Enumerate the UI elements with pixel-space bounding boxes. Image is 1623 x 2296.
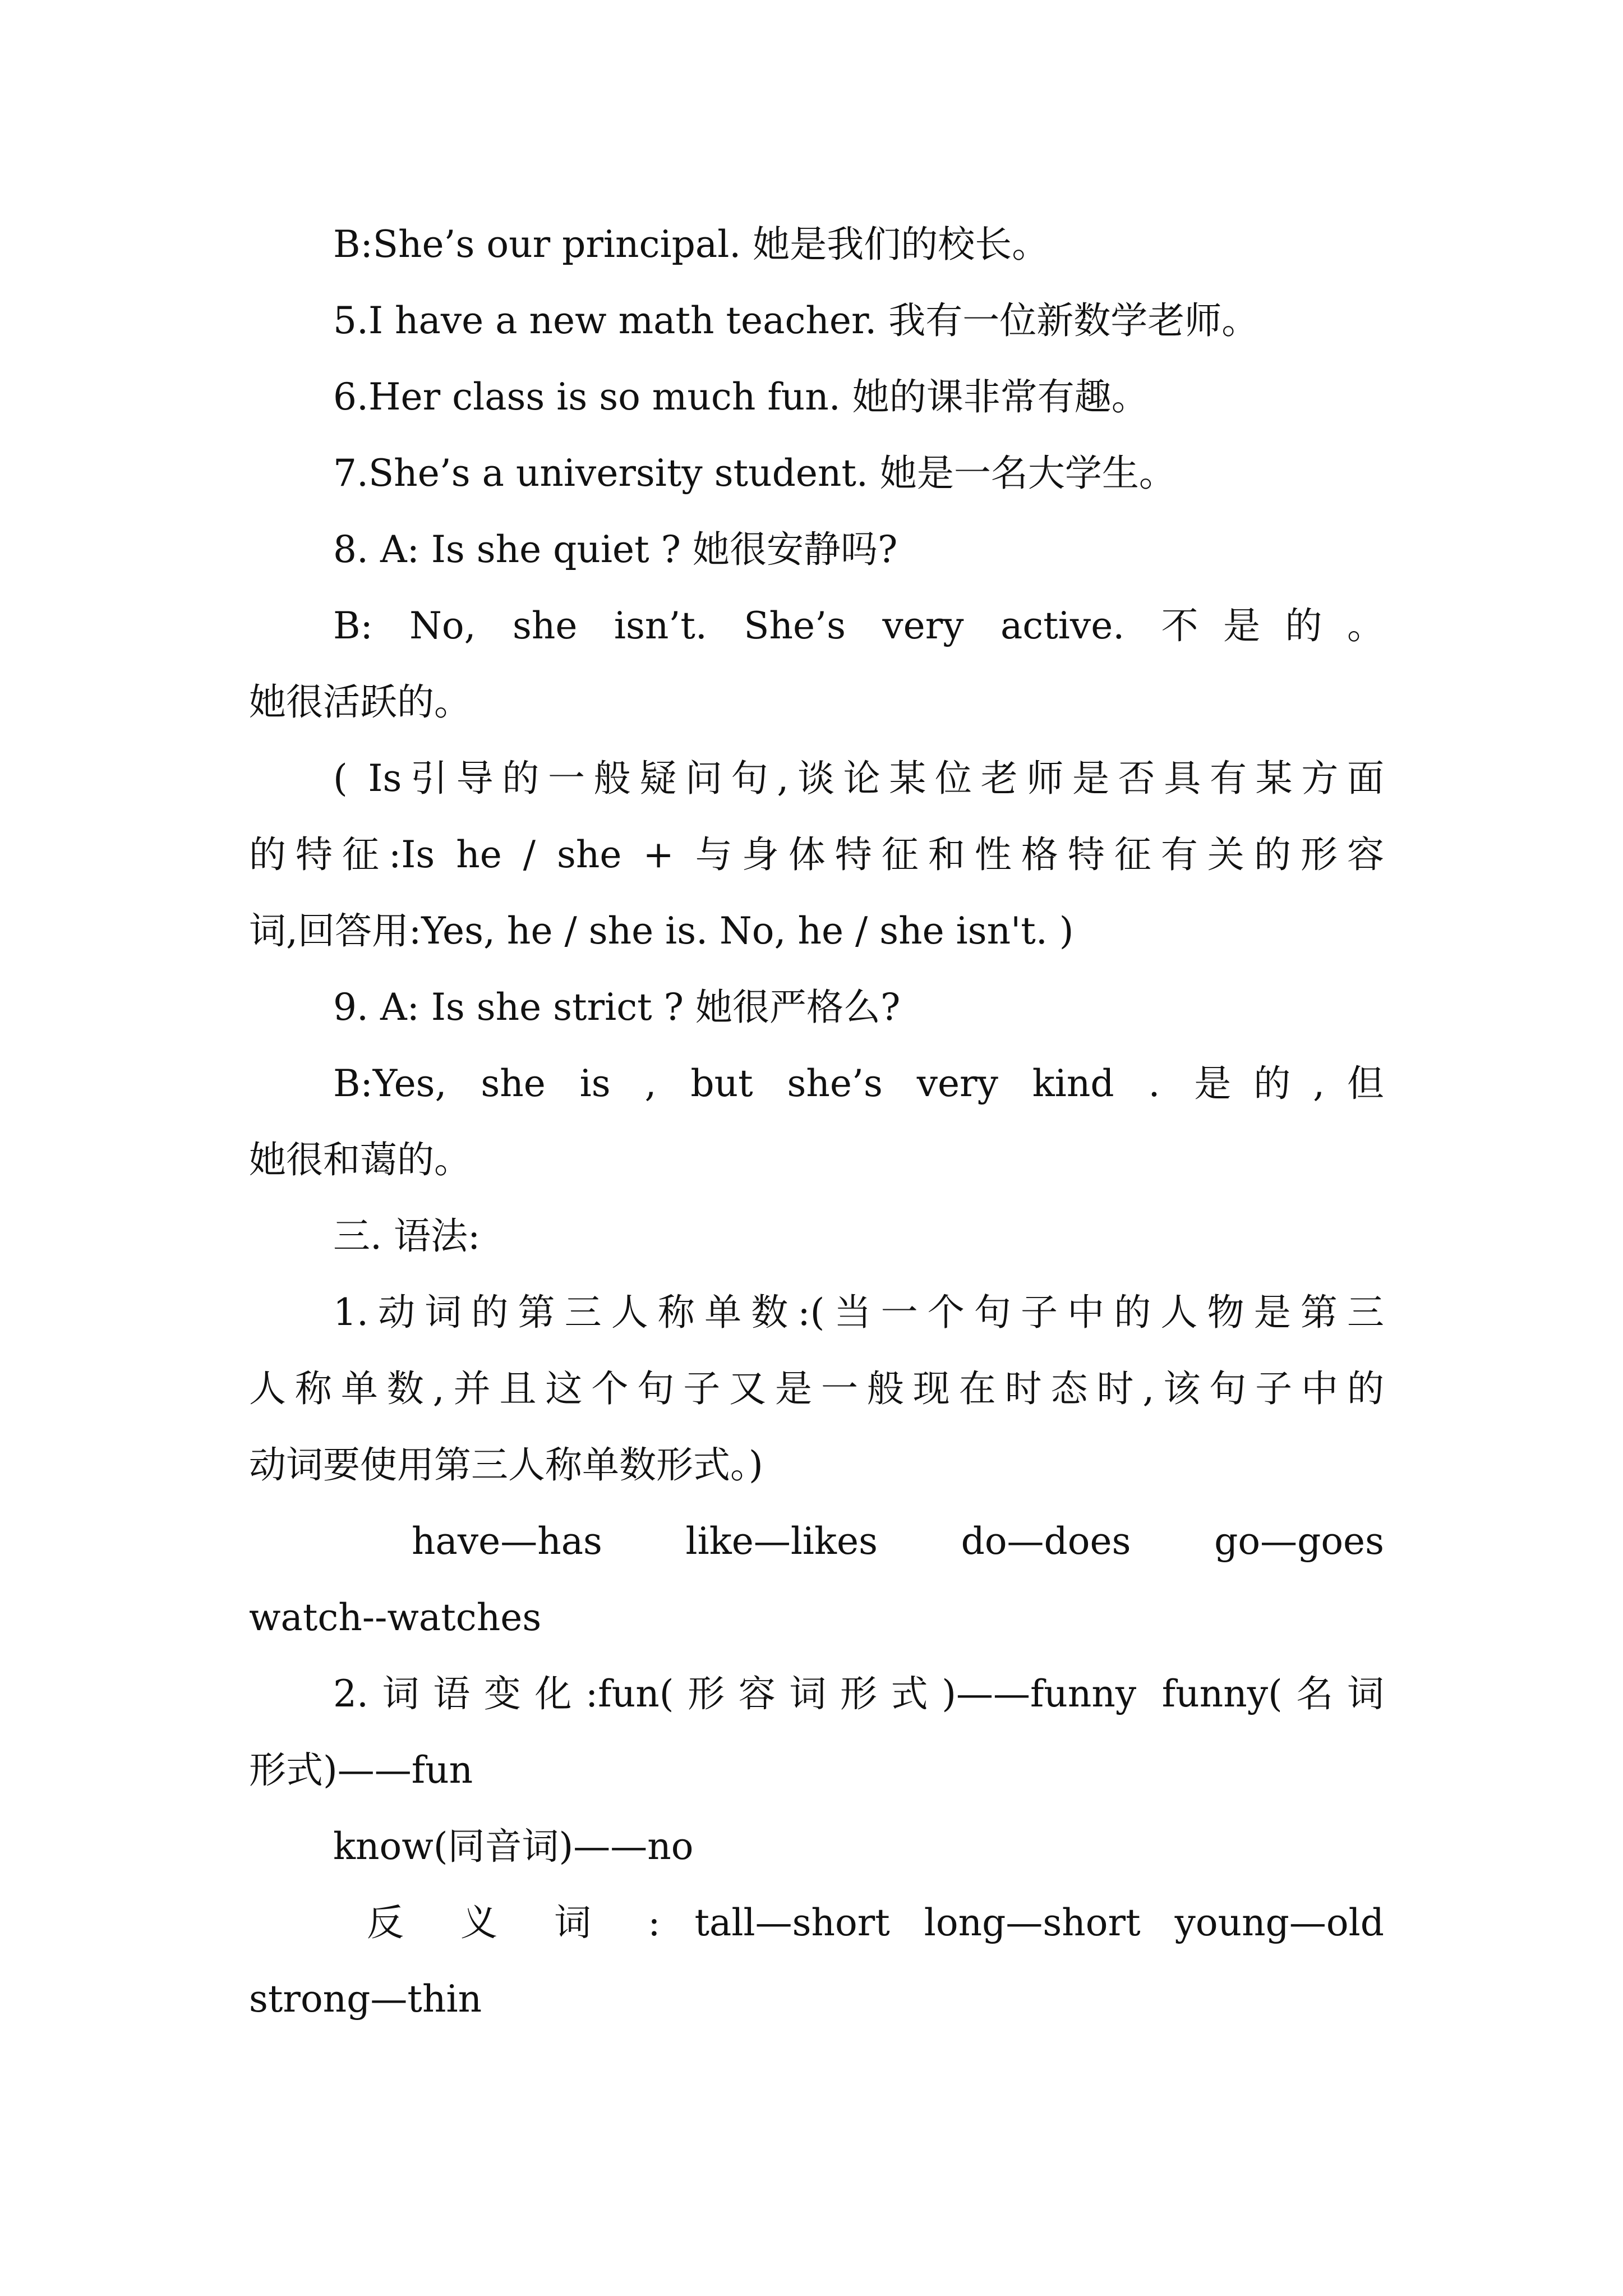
text-line: 的特征:Is he / she + 与身体特征和性格特征有关的形容 bbox=[249, 833, 1384, 876]
text-line: B:Yes, she is , but she’s very kind . 是的,但 bbox=[333, 1062, 1384, 1105]
text-line: B: No, she isn’t. She’s very active. 不是的。 bbox=[333, 604, 1384, 647]
text-line: 2.词语变化:fun(形容词形式)——funny funny(名词 bbox=[333, 1672, 1384, 1715]
text-line: have—has like—likes do—does go—goes bbox=[412, 1520, 1384, 1563]
text-line: 8. A: Is she quiet ? 她很安静吗? bbox=[333, 528, 898, 571]
text-line: 她很活跃的。 bbox=[249, 680, 471, 724]
text-line: B:She’s our principal. 她是我们的校长。 bbox=[333, 223, 1049, 266]
document-page bbox=[249, 206, 1384, 2037]
text-line: watch--watches bbox=[249, 1596, 542, 1639]
text-line: 5.I have a new math teacher. 我有一位新数学老师。 bbox=[333, 299, 1259, 342]
text-line: 6.Her class is so much fun. 她的课非常有趣。 bbox=[333, 375, 1149, 418]
text-line: 她很和蔼的。 bbox=[249, 1138, 471, 1181]
text-line: 9. A: Is she strict ? 她很严格么? bbox=[333, 986, 901, 1029]
text-line: 7.She’s a university student. 她是一名大学生。 bbox=[333, 452, 1176, 495]
text-line: 动词要使用第三人称单数形式。) bbox=[249, 1443, 763, 1487]
text-line: strong—thin bbox=[249, 1977, 482, 2021]
text-line: 反 义 词 : tall—short long—short young—old bbox=[367, 1901, 1384, 1944]
text-line: know(同音词)——no bbox=[333, 1825, 694, 1868]
section-heading: 三. 语法: bbox=[333, 1214, 481, 1258]
text-line: 1.动词的第三人称单数:(当一个句子中的人物是第三 bbox=[333, 1291, 1384, 1334]
text-line: 词,回答用:Yes, he / she is. No, he / she isn't. ) bbox=[249, 909, 1074, 953]
text-line: 人称单数,并且这个句子又是一般现在时态时,该句子中的 bbox=[249, 1367, 1384, 1410]
text-line: ( Is引导的一般疑问句,谈论某位老师是否具有某方面 bbox=[333, 757, 1384, 800]
text-line: 形式)——fun bbox=[249, 1749, 473, 1792]
